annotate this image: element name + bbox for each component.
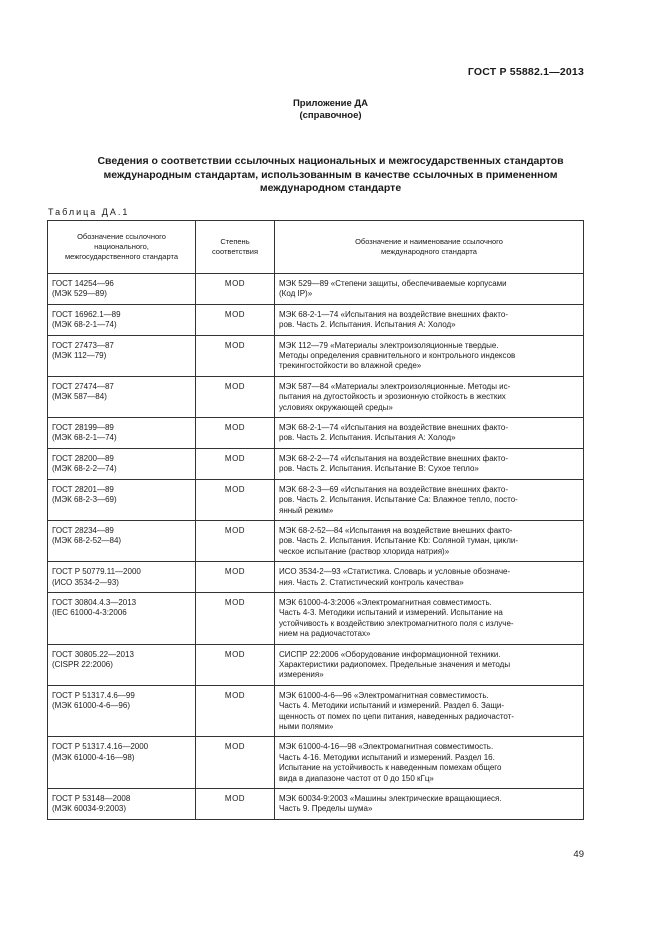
national-standard-line: ГОСТ 28201—89 (52, 484, 114, 494)
header-line: Обозначение ссылочного (77, 232, 166, 241)
cell-degree: MOD (196, 479, 275, 520)
international-standard-line: ров. Часть 2. Испытания. Испытания А: Холод» (279, 433, 456, 443)
cell-national-standard (48, 737, 196, 789)
cell-national-standard (48, 304, 196, 335)
international-standard-line: устойчивость к воздействию электромагнитного поля с излуче- (279, 618, 514, 628)
cell-degree: MOD (196, 376, 275, 417)
cell-international-standard (275, 592, 584, 644)
cell-national-standard (48, 789, 196, 820)
national-standard-line: (МЭК 68-2-3—69) (52, 495, 117, 505)
national-standard-line: (CISPR 22:2006) (52, 659, 113, 669)
international-standard-line: нием на радиочастотах» (279, 629, 371, 639)
national-standard-line: (ИСО 3534-2—93) (52, 577, 119, 587)
cell-degree: MOD (196, 418, 275, 449)
cell-national-standard (48, 335, 196, 376)
national-standard-line: (МЭК 68-2-1—74) (52, 433, 117, 443)
table-row (48, 789, 584, 820)
international-standard-line: МЭК 61000-4-16—98 «Электромагнитная совместимость. (279, 742, 494, 752)
table-row (48, 592, 584, 644)
cell-degree: MOD (196, 274, 275, 305)
cell-degree: MOD (196, 448, 275, 479)
international-standard-line: МЭК 68-2-52—84 «Испытания на воздействие внешних факто- (279, 525, 513, 535)
table-row (48, 304, 584, 335)
international-standard-line: МЭК 587—84 «Материалы электроизоляционные. Методы ис- (279, 381, 511, 391)
national-standard-line: ГОСТ 28199—89 (52, 423, 114, 433)
international-standard-line: измерения» (279, 670, 324, 680)
national-standard-line: (МЭК 68-2-1—74) (52, 320, 117, 330)
international-standard-line: ров. Часть 2. Испытания. Испытания А: Холод» (279, 320, 456, 330)
national-standard-line: (МЭК 60034-9:2003) (52, 804, 127, 814)
title-line: международном стандарте (259, 182, 402, 194)
international-standard-line: Испытание на устойчивость к наведенным помехам общего (279, 763, 502, 773)
international-standard-line: МЭК 68-2-1—74 «Испытания на воздействие внешних факто- (279, 423, 508, 433)
title-line: международным стандартам, использованным в качестве ссылочных в примененном (103, 168, 558, 181)
cell-degree: MOD (196, 592, 275, 644)
table-row (48, 520, 584, 561)
table-row (48, 274, 584, 305)
section-title (60, 155, 601, 196)
appendix-type: (справочное) (299, 110, 362, 121)
international-standard-line: МЭК 61000-4-6—96 «Электромагнитная совместимость. (279, 690, 489, 700)
cell-international-standard (275, 274, 584, 305)
appendix-heading (0, 98, 661, 122)
national-standard-line: ГОСТ 30804.4.3—2013 (52, 597, 137, 607)
table-row (48, 685, 584, 737)
international-standard-line: ров. Часть 2. Испытания. Испытание Са: Влажное тепло, посто- (279, 495, 518, 505)
cell-degree: MOD (196, 520, 275, 561)
appendix-name: Приложение ДА (292, 98, 369, 109)
cell-international-standard (275, 685, 584, 737)
international-standard-line: МЭК 68-2-1—74 «Испытания на воздействие внешних факто- (279, 309, 508, 319)
cell-degree: MOD (196, 335, 275, 376)
cell-international-standard (275, 448, 584, 479)
cell-degree: MOD (196, 304, 275, 335)
national-standard-line: (МЭК 529—89) (52, 289, 107, 299)
international-standard-line: ния. Часть 2. Статистический контроль качества» (279, 577, 464, 587)
header-national-standard (48, 221, 196, 274)
international-standard-line: трекингостойкости во влажной среде» (279, 361, 422, 371)
national-standard-line: ГОСТ 28200—89 (52, 453, 114, 463)
international-standard-line: МЭК 68-2-3—69 «Испытания на воздействие внешних факто- (279, 484, 508, 494)
table-row (48, 448, 584, 479)
cell-national-standard (48, 479, 196, 520)
international-standard-line: условиях окружающей среды» (279, 402, 393, 412)
cell-degree: MOD (196, 562, 275, 593)
table-row (48, 562, 584, 593)
cell-national-standard (48, 644, 196, 685)
international-standard-line: Методы определения сравнительного и контрольного индексов (279, 351, 516, 361)
cell-national-standard (48, 592, 196, 644)
international-standard-line: ров. Часть 2. Испытания. Испытание Kb: Соляной туман, цикли- (279, 536, 519, 546)
international-standard-line: МЭК 529—89 «Степени защиты, обеспечиваемые корпусами (279, 279, 507, 288)
header-line: Степень (220, 237, 250, 246)
title-line: Сведения о соответствии ссылочных национальных и межгосударственных стандартов (97, 155, 564, 167)
cell-national-standard (48, 418, 196, 449)
national-standard-line: ГОСТ 16962.1—89 (52, 309, 121, 319)
cell-national-standard (48, 520, 196, 561)
international-standard-line: ров. Часть 2. Испытания. Испытание В: Сухое тепло» (279, 464, 479, 474)
national-standard-line: (МЭК 68-2-2—74) (52, 464, 117, 474)
cell-international-standard (275, 304, 584, 335)
national-standard-line: (МЭК 587—84) (52, 392, 107, 402)
header-line: Обозначение и наименование ссылочного (355, 237, 503, 246)
international-standard-line: щенность от помех по цепи питания, наведенных радиочастот- (279, 711, 515, 721)
national-standard-line: ГОСТ 27474—87 (52, 381, 114, 391)
international-standard-line: Часть 4. Методики испытаний и измерений. Раздел 6. Защи- (279, 701, 505, 711)
cell-international-standard (275, 562, 584, 593)
table-row (48, 737, 584, 789)
national-standard-line: ГОСТ 14254—96 (52, 279, 114, 288)
table-label: Таблица ДА.1 (48, 207, 130, 217)
national-standard-line: ГОСТ Р 51317.4.16—2000 (52, 742, 149, 752)
cell-national-standard (48, 376, 196, 417)
national-standard-line: ГОСТ Р 53148—2008 (52, 794, 131, 804)
table-row (48, 376, 584, 417)
table-header-row (48, 221, 584, 274)
cell-international-standard (275, 479, 584, 520)
international-standard-line: ными полями» (279, 722, 334, 731)
national-standard-line: ГОСТ 30805.22—2013 (52, 649, 134, 659)
cell-international-standard (275, 789, 584, 820)
international-standard-line: вида в диапазоне частот от 0 до 150 кГц» (279, 773, 434, 783)
table-row (48, 335, 584, 376)
cell-international-standard (275, 737, 584, 789)
national-standard-line: ГОСТ 28234—89 (52, 525, 114, 535)
cell-international-standard (275, 335, 584, 376)
cell-international-standard (275, 376, 584, 417)
international-standard-line: Характеристики радиопомех. Предельные значения и методы (279, 659, 511, 669)
cell-national-standard (48, 448, 196, 479)
international-standard-line: МЭК 60034-9:2003 «Машины электрические вращающиеся. (279, 794, 502, 804)
international-standard-line: Часть 4-3. Методики испытаний и измерений. Испытание на (279, 608, 503, 618)
international-standard-line: МЭК 61000-4-3:2006 «Электромагнитная совместимость. (279, 597, 492, 607)
table-body (48, 274, 584, 820)
international-standard-line: пытания на дугостойкость и эрозионную стойкость в жестких (279, 392, 506, 402)
header-line: межгосударственного стандарта (65, 252, 178, 261)
national-standard-line: (МЭК 61000-4-16—98) (52, 752, 135, 762)
cell-international-standard (275, 644, 584, 685)
header-line: международного стандарта (381, 247, 477, 256)
cell-international-standard (275, 418, 584, 449)
table-row (48, 479, 584, 520)
national-standard-line: (МЭК 61000-4-6—96) (52, 701, 130, 711)
international-standard-line: Часть 4-16. Методики испытаний и измерений. Раздел 16. (279, 752, 495, 762)
cell-national-standard (48, 685, 196, 737)
cell-national-standard (48, 562, 196, 593)
header-degree-of-correspondence (196, 221, 275, 274)
national-standard-line: (МЭК 112—79) (52, 351, 107, 361)
international-standard-line: МЭК 68-2-2—74 «Испытания на воздействие внешних факто- (279, 453, 508, 463)
national-standard-line: (IEC 61000-4-3:2006 (52, 608, 127, 618)
cell-degree: MOD (196, 644, 275, 685)
table-row (48, 418, 584, 449)
international-standard-line: МЭК 112—79 «Материалы электроизоляционные твердые. (279, 340, 499, 350)
international-standard-line: СИСПР 22:2006 «Оборудование информационной техники. (279, 649, 501, 659)
international-standard-line: Часть 9. Пределы шума» (279, 804, 373, 814)
international-standard-line: янный режим» (279, 505, 334, 515)
header-international-standard (275, 221, 584, 274)
table-row (48, 644, 584, 685)
correspondence-table-container (47, 220, 583, 820)
document-code: ГОСТ Р 55882.1—2013 (467, 66, 584, 78)
national-standard-line: ГОСТ 27473—87 (52, 340, 114, 350)
national-standard-line: (МЭК 68-2-52—84) (52, 536, 122, 546)
cell-degree: MOD (196, 789, 275, 820)
national-standard-line: ГОСТ Р 50779.11—2000 (52, 567, 141, 577)
header-line: национального, (94, 242, 149, 251)
international-standard-line: (Код IP)» (279, 289, 313, 299)
cell-international-standard (275, 520, 584, 561)
correspondence-table (47, 220, 584, 820)
international-standard-line: ИСО 3534-2—93 «Статистика. Словарь и условные обозначе- (279, 567, 511, 577)
cell-national-standard (48, 274, 196, 305)
national-standard-line: ГОСТ Р 51317.4.6—99 (52, 690, 135, 700)
international-standard-line: ческое испытание (раствор хлорида натрия)» (279, 546, 450, 556)
header-line: соответствия (211, 247, 259, 256)
cell-degree: MOD (196, 737, 275, 789)
cell-degree: MOD (196, 685, 275, 737)
page-number: 49 (573, 849, 584, 860)
